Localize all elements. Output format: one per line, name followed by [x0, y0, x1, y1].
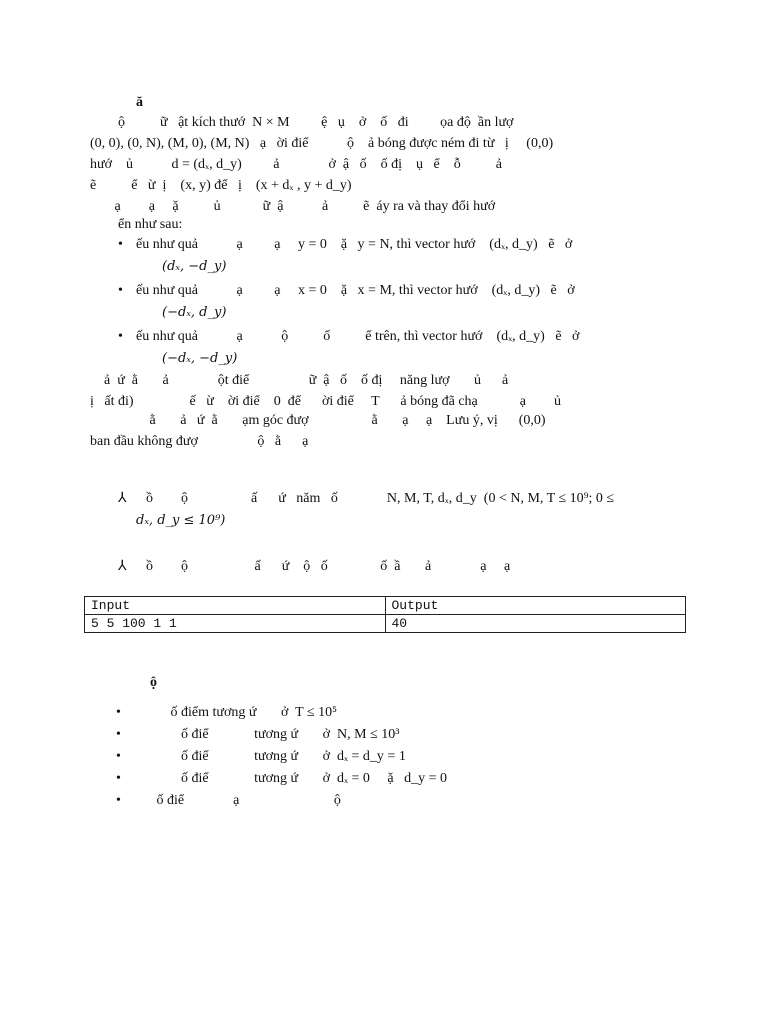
output-marker-icon: ⅄: [118, 559, 127, 574]
bullet3-line2: (−dₓ, −d_y): [162, 351, 238, 366]
subtask-item: ố điể tương ứ ở dₓ = d_y = 1: [132, 749, 406, 764]
bullet-dot: •: [118, 283, 123, 298]
bullet-dot: •: [116, 705, 121, 720]
bullet1-line1: ếu như quả ạ ạ y = 0 ặ y = N, thì vector hướ (dₓ, d_y) ẽ ở: [136, 237, 573, 252]
para1-line-6: ển như sau:: [118, 217, 183, 232]
bullet-dot: •: [116, 771, 121, 786]
bullet2-line1: ếu như quả ạ ạ x = 0 ặ x = M, thì vector hướ (dₓ, d_y) ẽ ở: [136, 283, 575, 298]
input-marker-icon: ⅄: [118, 491, 127, 506]
bullet-dot: •: [118, 329, 123, 344]
output-spec-line1: ồ ộ ấ ứ ộ ố ố ầ ả ạ ạ: [146, 559, 511, 574]
para2-line-3: ằ ả ứ ằ ạm góc đượ ằ ạ ạ Lưu ý, vị (0,0): [90, 413, 546, 428]
bullet2-line2: (−dₓ, d_y): [162, 305, 227, 320]
bullet-dot: •: [118, 237, 123, 252]
subtask-item: ố điể tương ứ ở N, M ≤ 10³: [132, 727, 400, 742]
table-header-input: Input: [85, 597, 386, 615]
para1-line-1: ộ ữ ật kích thướ N × M ệ ụ ở ố đi ọa độ ần lượ: [118, 115, 514, 130]
sample-io-table: [84, 596, 686, 633]
subtask-item: ố điểm tương ứ ở T ≤ 10⁵: [132, 705, 337, 720]
table-row: [85, 615, 686, 633]
table-header-output: Output: [385, 597, 686, 615]
table-header-row: [85, 597, 686, 615]
subtasks-title: ộ: [150, 675, 157, 690]
bullet-dot: •: [116, 749, 121, 764]
table-cell-input: 5 5 100 1 1: [85, 615, 386, 633]
para1-line-5: ạ ạ ặ ủ ữ ậ ả ẽ áy ra và thay đổi hướ: [90, 199, 496, 214]
subtask-item: ố điể tương ứ ở dₓ = 0 ặ d_y = 0: [132, 771, 448, 786]
para1-line-2: (0, 0), (0, N), (M, 0), (M, N) ạ ời điể ộ ả bóng được ném đi từ ị (0,0): [90, 136, 554, 151]
bullet1-line2: (dₓ, −d_y): [162, 259, 227, 274]
bullet3-line1: ếu như quả ạ ộ ố ể trên, thì vector hướ (dₓ, d_y) ẽ ở: [136, 329, 580, 344]
bullet-dot: •: [116, 727, 121, 742]
subtask-item: ố điể ạ ộ: [132, 793, 341, 808]
input-spec-line1: ồ ộ ấ ứ năm ố N, M, T, dₓ, d_y (0 < N, M, T ≤ 10⁹; 0 ≤: [146, 491, 615, 506]
para2-line-4: ban đầu không đượ ộ ằ ạ: [90, 434, 309, 449]
bullet-dot: •: [116, 793, 121, 808]
para1-line-3: hướ ủ d = (dₓ, d_y) ả ở ậ ố ố đị ụ ể ỗ ả: [90, 157, 502, 172]
para2-line-1: ả ứ ằ ả ột điể ữ ậ ố ố đị năng lượ ủ ả: [104, 373, 509, 388]
para1-line-4: ẽ ể ừ ị (x, y) để ị (x + dₓ , y + d_y): [90, 178, 352, 193]
problem-title: ă: [136, 95, 143, 110]
para2-line-2: ị ất đi) ế ừ ời điể 0 để ời điể T ả bóng đã chạ ạ ủ: [90, 394, 561, 409]
input-spec-line2: dₓ, d_y ≤ 10⁹): [136, 513, 226, 528]
table-cell-output: 40: [385, 615, 686, 633]
